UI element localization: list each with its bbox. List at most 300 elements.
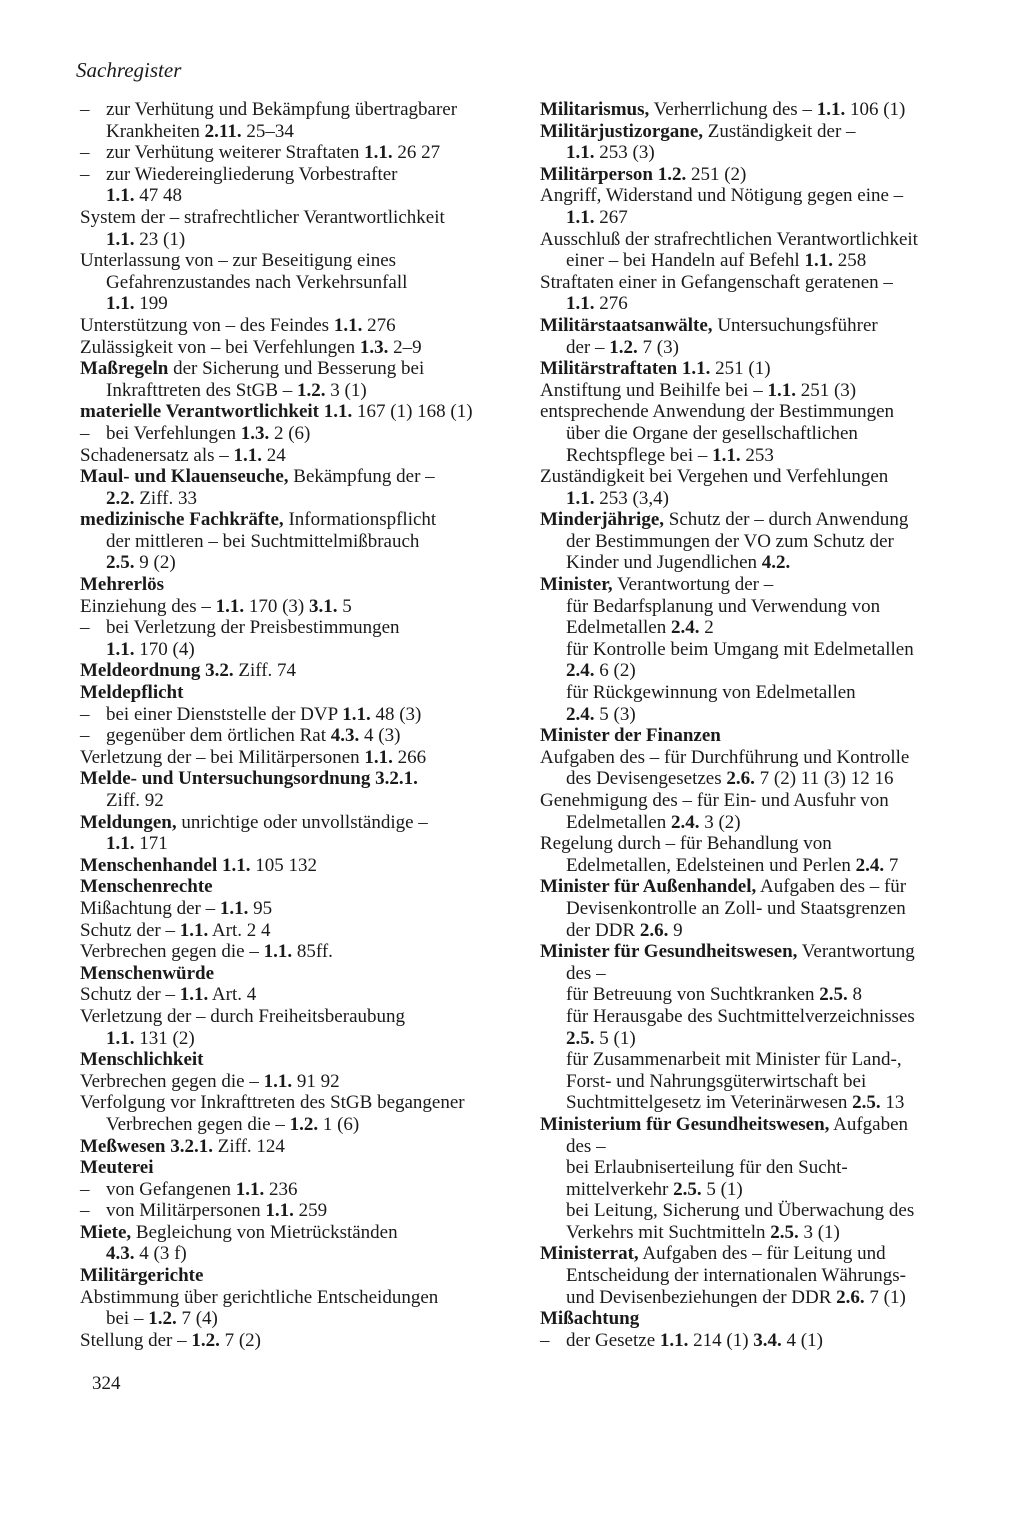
entry-text: Krankheiten <box>106 120 205 142</box>
entry-text: Ausschluß der strafrechtlichen Verantwortlichkeit <box>540 228 918 250</box>
entry-locator: 236 <box>264 1178 298 1200</box>
entry-text: Aufgaben des – für Durchführung und Kontrolle <box>540 746 910 768</box>
index-entry <box>80 1049 520 1071</box>
entry-locator: 5 <box>337 595 352 617</box>
entry-text: Zuständigkeit bei Vergehen und Verfehlungen <box>540 466 889 488</box>
entry-locator: 276 <box>594 293 628 315</box>
index-entry <box>540 660 1002 682</box>
index-entry <box>540 1243 1002 1265</box>
index-entry <box>540 1200 1002 1222</box>
entry-reference: 2.6. <box>836 1286 865 1308</box>
entry-locator: Ziff. 124 <box>212 1135 285 1157</box>
entry-reference: 1.1. <box>106 228 135 250</box>
entry-locator: 7 (2) <box>219 1329 262 1351</box>
index-entry <box>80 315 520 337</box>
entry-text: Stellung der – <box>80 1329 192 1351</box>
entry-text: Bekämpfung der – <box>288 466 435 488</box>
entry-reference: 1.1. <box>263 1070 293 1092</box>
index-column-left <box>80 99 520 1351</box>
entry-heading: Ministerrat, <box>540 1243 639 1265</box>
index-entry <box>80 423 520 445</box>
entry-reference: 1.1. <box>566 142 595 164</box>
entry-text: bei – <box>106 1308 149 1330</box>
entry-locator: 2 (6) <box>269 422 311 444</box>
index-entry <box>80 164 520 186</box>
entry-text: des Devisengesetzes <box>566 768 727 790</box>
entry-text: Aufgaben des – für <box>756 876 907 898</box>
entry-locator: 131 (2) <box>134 1027 195 1049</box>
entry-reference: 1.1. <box>265 1200 294 1222</box>
entry-locator: Art. 4 <box>208 984 257 1006</box>
dash-marker: – <box>80 617 90 639</box>
index-entry <box>80 1222 520 1244</box>
entry-locator: 251 (2) <box>686 163 747 185</box>
dash-marker: – <box>80 99 90 120</box>
entry-text: Devisenkontrolle an Zoll- und Staatsgrenzen <box>566 897 906 919</box>
index-entry <box>540 1330 1002 1352</box>
entry-text: Zuständigkeit der – <box>703 120 856 142</box>
index-entry <box>80 790 520 812</box>
entry-reference: 1.1. <box>767 379 796 401</box>
entry-heading: Militarismus, <box>540 99 650 120</box>
entry-locator: 4 (3) <box>359 725 401 747</box>
entry-text: Ziff. 92 <box>106 790 164 811</box>
index-entry <box>80 99 520 121</box>
entry-locator: 7 (3) <box>637 336 679 358</box>
entry-locator: 9 <box>668 919 683 941</box>
index-entry <box>80 704 520 726</box>
index-entry <box>80 1114 520 1136</box>
entry-heading: materielle Verantwortlichkeit <box>80 401 320 423</box>
dash-marker: – <box>540 1329 550 1351</box>
entry-reference: 1.1. <box>681 358 711 380</box>
index-entry <box>540 164 1002 186</box>
index-entry <box>540 790 1002 812</box>
entry-locator: 214 (1) <box>688 1329 754 1351</box>
entry-locator: 5 (3) <box>594 703 636 725</box>
index-entry <box>540 1028 1002 1050</box>
entry-text: Verletzung der – durch Freiheitsberaubung <box>80 1005 406 1027</box>
entry-reference: 1.1. <box>179 919 209 941</box>
entry-text: Verfolgung vor Inkrafttreten des StGB begangener <box>80 1092 465 1114</box>
entry-locator: 13 <box>880 1092 905 1114</box>
index-column-right <box>540 99 1002 1351</box>
entry-locator: Ziff. 33 <box>134 487 197 509</box>
index-entry <box>80 963 520 985</box>
entry-locator: 170 (4) <box>134 638 195 660</box>
entry-reference: 2.4. <box>670 617 700 639</box>
index-entry <box>80 747 520 769</box>
entry-reference: 2.6. <box>639 919 669 941</box>
entry-reference: 1.2. <box>191 1329 220 1351</box>
entry-reference: 2.5. <box>673 1178 702 1200</box>
index-entry <box>540 466 1002 488</box>
entry-heading: Minderjährige, <box>540 509 665 531</box>
entry-reference: 1.1. <box>566 487 595 509</box>
index-entry <box>80 207 520 229</box>
dash-marker: – <box>80 422 90 444</box>
index-entry <box>540 768 1002 790</box>
index-entry <box>80 272 520 294</box>
entry-text: Suchtmittelgesetz im Veterinärwesen <box>566 1092 853 1114</box>
entry-locator: 2 <box>699 617 714 639</box>
dash-marker: – <box>80 703 90 725</box>
index-entry <box>540 1114 1002 1136</box>
entry-reference: 1.1. <box>233 444 263 466</box>
index-entry <box>80 1179 520 1201</box>
entry-reference: 1.1. <box>323 401 353 423</box>
entry-text: Entscheidung der internationalen Währungs- <box>566 1265 906 1287</box>
entry-text: von Militärpersonen <box>106 1200 266 1222</box>
index-entry <box>80 617 520 639</box>
entry-text: Schutz der – <box>80 919 180 941</box>
index-entry <box>80 552 520 574</box>
entry-text: Edelmetallen, Edelsteinen und Perlen <box>566 854 856 876</box>
index-entry <box>540 423 1002 445</box>
entry-reference: 2.5. <box>770 1221 799 1243</box>
index-entry <box>540 509 1002 531</box>
index-entry <box>540 963 1002 985</box>
index-entry <box>80 1028 520 1050</box>
entry-locator: 48 (3) <box>370 703 422 725</box>
entry-heading: Meßwesen <box>80 1135 166 1157</box>
index-entry <box>80 898 520 920</box>
entry-reference: 1.1. <box>222 854 251 876</box>
entry-heading: Minister, <box>540 574 613 596</box>
entry-reference: 2.2. <box>106 487 135 509</box>
entry-heading: Meldeordnung <box>80 660 201 682</box>
index-entry <box>540 99 1002 121</box>
entry-reference: 1.1. <box>566 206 595 228</box>
index-entry <box>80 1071 520 1093</box>
index-entry <box>80 855 520 877</box>
entry-text: für Kontrolle beim Umgang mit Edelmetallen <box>566 638 914 660</box>
index-entry <box>80 337 520 359</box>
entry-text: Untersuchungsführer <box>712 314 878 336</box>
entry-reference: 3.2.1. <box>170 1135 213 1157</box>
index-entry <box>80 1136 520 1158</box>
index-entry <box>540 401 1002 423</box>
entry-text: Verbrechen gegen die – <box>106 1113 290 1135</box>
entry-heading: Militärperson <box>540 163 653 185</box>
entry-text: der mittleren – bei Suchtmittelmißbrauch <box>106 530 420 552</box>
entry-heading: Mißachtung <box>540 1308 640 1330</box>
entry-text: für Herausgabe des Suchtmittelverzeichnisses <box>566 1005 915 1027</box>
index-entry <box>80 142 520 164</box>
entry-text: für Betreuung von Suchtkranken <box>566 984 820 1006</box>
index-entry <box>540 121 1002 143</box>
entry-text: Unterlassung von – zur Beseitigung eines <box>80 250 397 272</box>
index-entry <box>540 898 1002 920</box>
entry-reference: 1.3. <box>359 336 389 358</box>
index-entry <box>540 941 1002 963</box>
entry-locator: 3 (1) <box>798 1221 840 1243</box>
entry-locator: 253 (3,4) <box>594 487 669 509</box>
entry-text: Abstimmung über gerichtliche Entscheidungen <box>80 1286 439 1308</box>
entry-text: unrichtige oder unvollständige – <box>176 811 428 833</box>
entry-locator: 47 48 <box>134 185 182 207</box>
entry-text: Kinder und Jugendlichen <box>566 552 762 574</box>
entry-reference: 1.2. <box>609 336 638 358</box>
entry-reference: 1.1. <box>106 1027 135 1049</box>
entry-reference: 2.5. <box>566 1027 595 1049</box>
entry-heading: Menschlichkeit <box>80 1049 204 1071</box>
index-entry <box>540 250 1002 272</box>
entry-locator: 7 (4) <box>176 1308 218 1330</box>
entry-text: gegenüber dem örtlichen Rat <box>106 725 331 747</box>
entry-text: für Rückgewinnung von Edelmetallen <box>566 682 856 704</box>
index-entry <box>540 984 1002 1006</box>
entry-text: Gefahrenzustandes nach Verkehrsunfall <box>106 271 408 293</box>
entry-reference: 2.4. <box>855 854 885 876</box>
entry-heading: Mehrerlös <box>80 574 165 596</box>
index-entry <box>80 574 520 596</box>
index-entry <box>540 380 1002 402</box>
index-entry <box>540 920 1002 942</box>
entry-reference: 3.2. <box>205 660 234 682</box>
dash-marker: – <box>80 163 90 185</box>
entry-reference: 2.4. <box>670 811 700 833</box>
entry-reference: 1.1. <box>712 444 741 466</box>
entry-text: und Devisenbeziehungen der DDR <box>566 1286 837 1308</box>
entry-text: Verantwortung der – <box>612 574 774 596</box>
entry-reference: 4.3. <box>106 1243 135 1265</box>
entry-reference: 1.1. <box>566 293 595 315</box>
index-entry <box>540 1071 1002 1093</box>
entry-reference: 1.1. <box>106 833 135 855</box>
entry-reference: 3.2.1. <box>375 768 418 790</box>
entry-heading: Meldepflicht <box>80 682 184 704</box>
entry-locator: 85ff. <box>292 941 333 963</box>
entry-heading: Menschenhandel <box>80 854 218 876</box>
entry-reference: 2.4. <box>566 703 595 725</box>
entry-text: Schutz der – durch Anwendung <box>664 509 909 531</box>
entry-reference: 4.2. <box>761 552 791 574</box>
index-entry <box>540 1179 1002 1201</box>
entry-reference: 1.1. <box>106 293 135 315</box>
index-entry <box>540 272 1002 294</box>
entry-locator: 259 <box>293 1200 328 1222</box>
entry-locator: 253 (3) <box>594 142 655 164</box>
page-number: 324 <box>92 1373 121 1394</box>
entry-reference: 1.2. <box>297 379 326 401</box>
index-entry <box>80 812 520 834</box>
entry-heading: Miete, <box>80 1221 132 1243</box>
entry-reference: 2.5. <box>819 984 848 1006</box>
index-entry <box>80 1287 520 1309</box>
index-entry <box>540 552 1002 574</box>
entry-text: entsprechende Anwendung der Bestimmungen <box>540 401 895 423</box>
index-entry <box>80 660 520 682</box>
index-entry <box>540 531 1002 553</box>
entry-text: Forst- und Nahrungsgüterwirtschaft bei <box>566 1070 867 1092</box>
entry-reference: 1.1. <box>364 746 393 768</box>
entry-locator: 95 <box>248 897 273 919</box>
entry-locator: 7 <box>884 854 899 876</box>
entry-reference: 1.1. <box>659 1329 689 1351</box>
entry-text: des – <box>566 1135 606 1157</box>
entry-locator: 91 92 <box>292 1070 340 1092</box>
entry-text: Verherrlichung des – <box>649 99 817 120</box>
index-entry <box>540 704 1002 726</box>
entry-text: Angriff, Widerstand und Nötigung gegen eine – <box>540 185 904 207</box>
entry-heading: Militärjustizorgane, <box>540 120 704 142</box>
entry-locator: 4 (1) <box>781 1329 823 1351</box>
index-entry <box>80 1157 520 1179</box>
entry-text: bei Verfehlungen <box>106 422 241 444</box>
index-entry <box>540 725 1002 747</box>
entry-text: Inkrafttreten des StGB – <box>106 379 298 401</box>
entry-text: der Sicherung und Besserung bei <box>168 358 425 380</box>
entry-reference: 1.1. <box>219 897 249 919</box>
index-entry <box>540 596 1002 618</box>
entry-locator: 3 (1) <box>325 379 367 401</box>
index-entry <box>80 1243 520 1265</box>
running-header: Sachregister <box>76 58 182 82</box>
entry-heading: Meldungen, <box>80 811 177 833</box>
index-entry <box>540 1222 1002 1244</box>
index-entry <box>80 509 520 531</box>
entry-locator: 167 (1) 168 (1) <box>352 401 473 423</box>
index-entry <box>540 337 1002 359</box>
entry-reference: 1.2. <box>657 163 687 185</box>
entry-heading: Minister für Gesundheitswesen, <box>540 941 798 963</box>
entry-text: der Gesetze <box>566 1329 660 1351</box>
entry-heading: Militärgerichte <box>80 1265 204 1287</box>
entry-locator: 3 (2) <box>699 811 741 833</box>
index-entry <box>80 1330 520 1352</box>
entry-text: zur Verhütung weiterer Straftaten <box>106 142 365 164</box>
entry-locator: Art. 2 4 <box>208 919 271 941</box>
dash-marker: – <box>80 142 90 164</box>
entry-locator: 24 <box>262 444 286 466</box>
entry-text: System der – strafrechtlicher Verantwortlichkeit <box>80 206 445 228</box>
index-entry <box>540 1092 1002 1114</box>
entry-locator: 2–9 <box>388 336 422 358</box>
entry-text: der DDR <box>566 919 640 941</box>
entry-heading: Menschenwürde <box>80 962 215 984</box>
index-entry <box>80 466 520 488</box>
entry-locator: 8 <box>847 984 863 1006</box>
index-entry <box>540 617 1002 639</box>
entry-reference: 2.11. <box>204 120 242 142</box>
entry-locator: 267 <box>594 206 628 228</box>
entry-text: einer – bei Handeln auf Befehl <box>566 250 805 272</box>
index-entry <box>80 531 520 553</box>
entry-text: des – <box>566 962 606 984</box>
entry-text: Anstiftung und Beihilfe bei – <box>540 379 768 401</box>
entry-locator: Ziff. 74 <box>233 660 297 682</box>
entry-text: Aufgaben des – für Leitung und <box>638 1243 886 1265</box>
entry-reference: 1.1. <box>364 142 393 164</box>
index-entry <box>540 142 1002 164</box>
index-entry <box>540 1049 1002 1071</box>
entry-locator: 26 27 <box>392 142 441 164</box>
entry-text: Genehmigung des – für Ein- und Ausfuhr von <box>540 790 889 811</box>
entry-locator: 276 <box>362 314 396 336</box>
entry-locator: 7 (2) 11 (3) 12 16 <box>754 768 894 790</box>
index-entry <box>540 639 1002 661</box>
entry-text: bei Erlaubniserteilung für den Sucht- <box>566 1157 848 1179</box>
dash-marker: – <box>80 1200 90 1222</box>
index-entry <box>540 229 1002 251</box>
entry-reference: 1.1. <box>215 595 245 617</box>
index-entry <box>80 1308 520 1330</box>
entry-heading: Militärstraftaten <box>540 358 678 380</box>
index-entry <box>80 401 520 423</box>
index-entry <box>80 1265 520 1287</box>
index-entry <box>80 920 520 942</box>
index-entry <box>80 984 520 1006</box>
entry-locator: 106 (1) <box>845 99 906 120</box>
entry-text: Schutz der – <box>80 984 180 1006</box>
entry-locator: 251 (3) <box>795 379 857 401</box>
entry-text: bei Verletzung der Preisbestimmungen <box>106 617 400 639</box>
entry-heading: Maul- und Klauenseuche, <box>80 466 289 488</box>
entry-heading: Minister für Außenhandel, <box>540 876 757 898</box>
index-entry <box>80 250 520 272</box>
index-entry <box>80 488 520 510</box>
entry-locator: 105 132 <box>250 854 317 876</box>
entry-locator: 5 (1) <box>701 1178 743 1200</box>
entry-reference: 2.5. <box>106 552 135 574</box>
entry-locator: 5 (1) <box>594 1027 636 1049</box>
entry-locator: 199 <box>134 293 168 315</box>
entry-locator: 7 (1) <box>864 1286 906 1308</box>
index-entry <box>540 207 1002 229</box>
index-entry <box>80 445 520 467</box>
index-entry <box>540 445 1002 467</box>
entry-reference: 1.1. <box>804 250 833 272</box>
entry-reference: 1.1. <box>179 984 209 1006</box>
index-entry <box>540 1136 1002 1158</box>
index-entry <box>80 876 520 898</box>
entry-text: für Bedarfsplanung und Verwendung von <box>566 595 881 617</box>
entry-reference: 1.1. <box>342 703 371 725</box>
index-entry <box>540 1006 1002 1028</box>
dash-marker: – <box>80 725 90 747</box>
index-entry <box>80 639 520 661</box>
entry-text: über die Organe der gesellschaftlichen <box>566 422 858 444</box>
entry-locator: 6 (2) <box>594 660 636 682</box>
entry-reference: 3.1. <box>309 595 338 617</box>
index-entry <box>540 574 1002 596</box>
entry-text: Verletzung der – bei Militärpersonen <box>80 746 365 768</box>
index-entry <box>540 315 1002 337</box>
entry-locator: 251 (1) <box>710 358 771 380</box>
index-entry <box>540 747 1002 769</box>
entry-text: zur Wiedereingliederung Vorbestrafter <box>106 163 398 185</box>
entry-text: Straftaten einer in Gefangenschaft geratenen – <box>540 271 893 293</box>
entry-text: Einziehung des – <box>80 595 216 617</box>
entry-locator: 171 <box>134 833 168 855</box>
entry-locator: 253 <box>740 444 774 466</box>
index-entry <box>80 941 520 963</box>
entry-text: Regelung durch – für Behandlung von <box>540 833 832 855</box>
index-entry <box>540 682 1002 704</box>
index-entry <box>540 855 1002 877</box>
entry-heading: Militärstaatsanwälte, <box>540 314 713 336</box>
entry-locator: 4 (3 f) <box>134 1243 187 1265</box>
index-entry <box>540 1287 1002 1309</box>
entry-text: Verbrechen gegen die – <box>80 941 264 963</box>
index-entry <box>80 596 520 618</box>
index-entry <box>80 1006 520 1028</box>
index-entry <box>540 1265 1002 1287</box>
entry-heading: Meuterei <box>80 1157 154 1179</box>
index-entry <box>80 358 520 380</box>
entry-text: Informationspflicht <box>283 509 437 531</box>
